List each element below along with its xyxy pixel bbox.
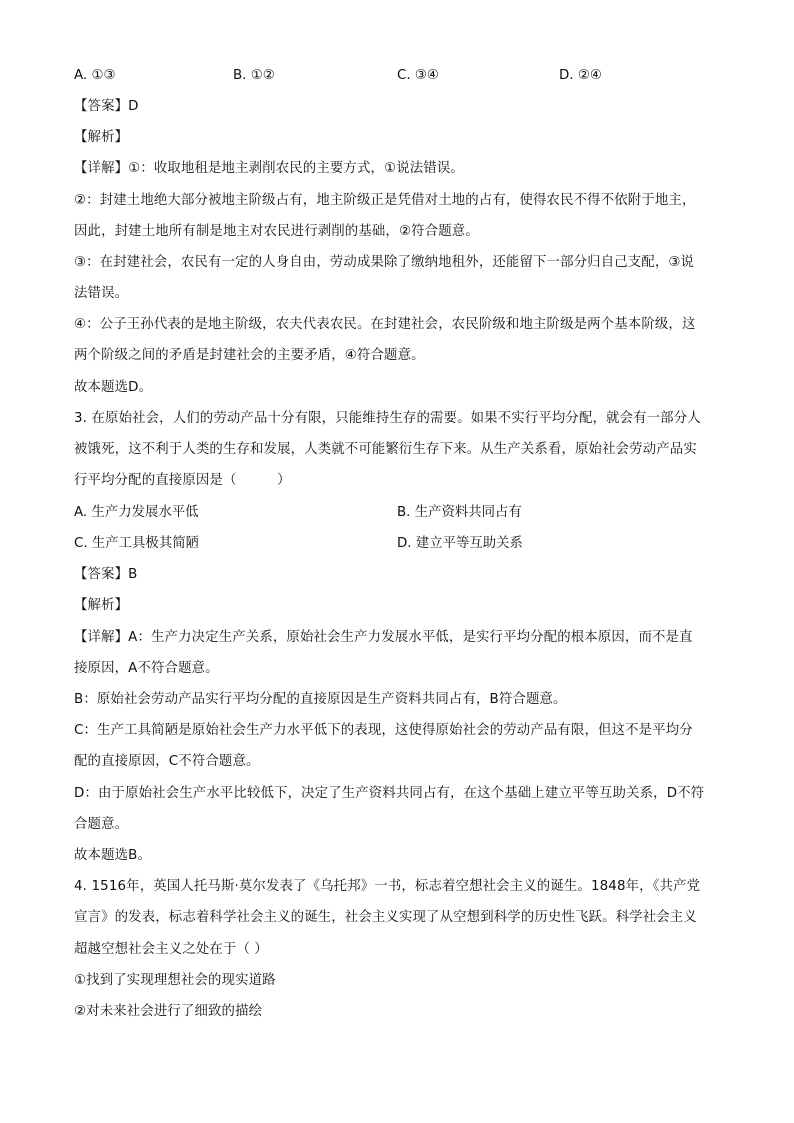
q3-detail-line: 合题意。 [74, 817, 129, 832]
q2-answer: 【答案】D [74, 99, 139, 114]
q4-statement-2: ②对未来社会进行了细致的描绘 [74, 1004, 263, 1019]
q4-statement-1: ①找到了实现理想社会的现实道路 [74, 973, 276, 988]
q2-detail-line: 因此，封建土地所有制是地主对农民进行剥削的基础，②符合题意。 [74, 224, 479, 239]
q2-detail-line: 【详解】①：收取地租是地主剥削农民的主要方式，①说法错误。 [74, 161, 464, 176]
q3-option-a: A. 生产力发展水平低 [74, 505, 199, 520]
q2-detail-line: 法错误。 [74, 286, 129, 301]
q2-analysis-heading: 【解析】 [74, 130, 129, 145]
q3-answer: 【答案】B [74, 567, 138, 582]
q3-stem-line: 3. 在原始社会，人们的劳动产品十分有限，只能维持生存的需要。如果不实行平均分配，就会有一部分人 [74, 411, 701, 426]
q3-option-b: B. 生产资料共同占有 [397, 505, 522, 520]
q3-detail-line: 【详解】A：生产力决定生产关系，原始社会生产力发展水平低，是实行平均分配的根本原因，而不是直 [74, 630, 693, 645]
q3-analysis-heading: 【解析】 [74, 598, 129, 613]
q3-option-c: C. 生产工具极其简陋 [74, 536, 199, 551]
q3-detail-line: 配的直接原因，C不符合题意。 [74, 754, 260, 769]
q2-detail-line: ③：在封建社会，农民有一定的人身自由，劳动成果除了缴纳地租外，还能留下一部分归自己支配，③说 [74, 255, 695, 270]
q3-stem-line: 行平均分配的直接原因是（ ） [74, 473, 291, 488]
q3-option-d: D. 建立平等互助关系 [397, 536, 523, 551]
q4-stem-line: 4. 1516年，英国人托马斯·莫尔发表了《乌托邦》一书，标志着空想社会主义的诞生。1848年，《共产党 [74, 879, 701, 894]
q2-option-b: B. ①② [233, 68, 275, 83]
q3-detail-line: C：生产工具简陋是原始社会生产力水平低下的表现，这使得原始社会的劳动产品有限，但这不是平均分 [74, 723, 693, 738]
q4-stem-line: 宣言》的发表，标志着科学社会主义的诞生，社会主义实现了从空想到科学的历史性飞跃。科学社会主义 [74, 910, 697, 925]
q3-detail-line: B：原始社会劳动产品实行平均分配的直接原因是生产资料共同占有，B符合题意。 [74, 692, 567, 707]
q2-option-a: A. ①③ [74, 68, 116, 83]
q3-detail-line: 接原因，A不符合题意。 [74, 661, 219, 676]
q2-detail-line: ②：封建土地绝大部分被地主阶级占有，地主阶级正是凭借对土地的占有，使得农民不得不依附于地主， [74, 193, 696, 208]
q4-stem-line: 超越空想社会主义之处在于（ ） [74, 942, 268, 957]
q2-option-c: C. ③④ [397, 68, 439, 83]
q2-detail-line: 两个阶级之间的矛盾是封建社会的主要矛盾，④符合题意。 [74, 348, 425, 363]
q3-detail-line: D：由于原始社会生产水平比较低下，决定了生产资料共同占有，在这个基础上建立平等互助关系，D不符 [74, 786, 705, 801]
q2-option-d: D. ②④ [559, 68, 602, 83]
q3-conclusion: 故本题选B。 [74, 848, 152, 863]
q2-detail-line: ④：公子王孙代表的是地主阶级，农夫代表农民。在封建社会，农民阶级和地主阶级是两个基本阶级，这 [74, 317, 696, 332]
q3-stem-line: 被饿死，这不利于人类的生存和发展，人类就不可能繁衍生存下来。从生产关系看，原始社会劳动产品实 [74, 442, 697, 457]
q2-conclusion: 故本题选D。 [74, 380, 153, 395]
